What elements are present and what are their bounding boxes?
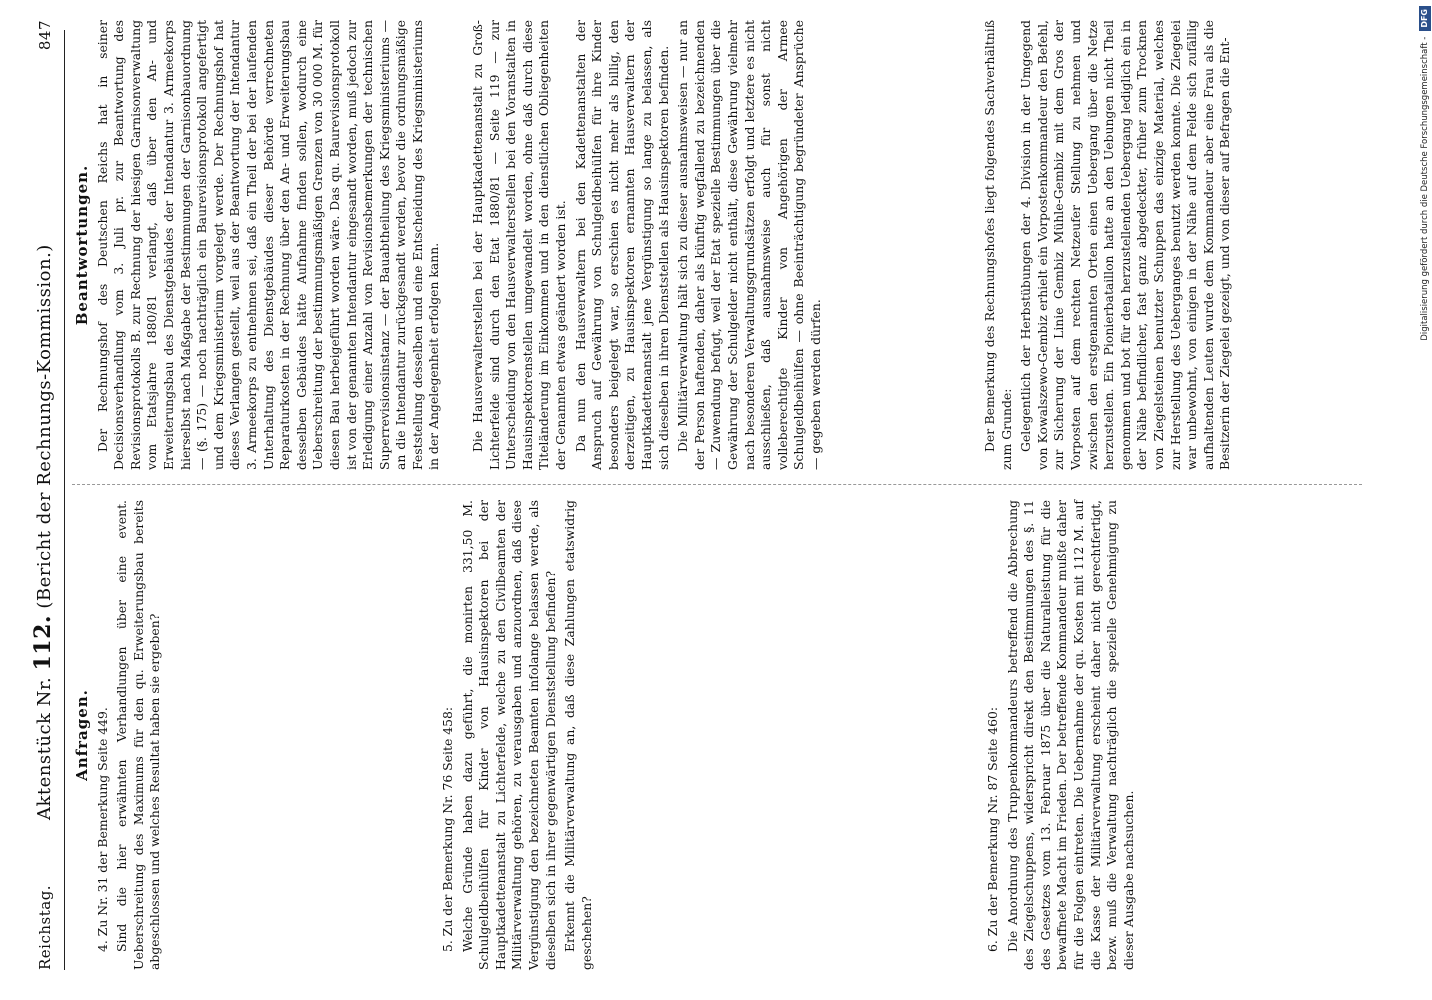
answer-4-text: Der Rechnungshof des Deutschen Reichs hat in seiner Decisionsverhandlung vom 3. Juli pr. zur Beantwortung des Revisionsprotokolls B. zur Rechnung der hiesigen Garnisonverwaltung vom Etatsjahre 1880/81 verlangt, daß über den An- und Erweiterungsbau des Dienstgebäudes der Intendantur 3. Armeekorps hierselbst nach Maßgabe der Bestimmungen der Garnisonbauordnung — (§. 175) — noch nachträglich ein Baurevisionsprotokoll angefertigt und dem Kriegsministerium vorgelegt werde. Der Rechnungshof hat dieses Verlangen gestellt, weil aus der Beantwortung der Intendantur 3. Armeekorps zu entnehmen sei, daß ein Theil der bei der laufenden Unterhaltung des Dienstgebäudes dieser Behörde verrechneten Reparaturkosten in der Rechnung über den An- und Erweiterungsbau desselben Gebäudes hätte Aufnahme finden sollen, wodurch eine Ueberschreitung der bestimmungsmäßigen Grenzen von 30 000 M. für diesen Bau herbeigeführt worden wäre. Das qu. Baurevisionsprotokoll ist von der genannten Intendantur eingesandt worden, muß jedoch zur Erledigung einer Anzahl von Revisionsbemerkungen der technischen Superrevisionsinstanz — der Bauabtheilung des Kriegsministeriums — an die Intendantur zurückgesandt werden, bevor die ordnungsmäßige Feststellung desselben und eine Entscheidung des Kriegsministeriums in der Angelegenheit erfolgen kann. [94,20,442,470]
credit-text: Digitalisierung gefördert durch die Deutsche Forschungsgemeinschaft - [1420,36,1430,341]
answers-heading: Beantwortungen. [73,164,91,326]
question-6-title: 6. Zu der Bemerkung Nr. 87 Seite 460: [985,706,1000,952]
question-5-text: Welche Gründe haben dazu geführt, die monirten 331,50 M. Schulgeldbeihülfen für Kinder von Hausinspektoren bei der Hauptkadettenanstalt zu Lichterfelde, welche zu den Civilbeamten der Militärverwaltung gehören, zu verausgaben und anzuordnen, daß diese Vergünstigung den bezeichneten Beamten infolange belassen werde, als dieselben sich in ihrer gegenwärtigen Dienststellung befinden? [459,500,558,970]
question-5-title: 5. Zu der Bemerkung Nr. 76 Seite 458: [440,706,455,952]
question-6-block [985,500,1140,970]
question-5-text-2: Erkennt die Militärverwaltung an, daß diese Zahlungen etatswidrig geschehen? [562,500,594,970]
answer-5-paragraph-3: Die Militärverwaltung hält sich zu dieser ausnahmsweisen — nur an der Person haftenden, daher als künftig wegfallend zu bezeichnenden — Zuwendung befugt, weil der Etat spezielle Bestimmungen über die Gewährung der Schulgelder nicht enthält, diese Gewährung vielmehr nach besonderen Verwaltungsgrundsätzen erfolgt und letztere es nicht ausschließen, daß ausnahmsweise auch für sonst nicht volleberechtigte Kinder von Angehörigen der Armee Schulgeldbeihülfen — ohne Beeinträchtigung begründeter Ansprüche — gegeben werden dürfen. [675,20,823,470]
page-header [30,20,60,970]
answer-6-text: Gelegentlich der Herbstübungen der 4. Division in der Umgegend von Kowalszewo-Gembiz erhielt ein Vorpostenkommandeur den Befehl, zur Sicherung der Linie Gembiz Mühle-Gembiz mit dem Gros der Vorposten auf dem rechten Netzeufer Stellung zu nehmen und zwischen den erstgenannten Orten einen Uebergang über die Netze herzustellen. Ein Pionierbataillon hatte an den Uebungen nicht Theil genommen und bot für den herzustellenden Uebergang lediglich ein in der Nähe befindlicher, fast ganz abgedeckter, früher zum Trocknen von Ziegelsteinen benutzter Schuppen das einzige Material, welches zur Herstellung des Ueberganges benutzt werden konnte. Die Ziegelei war unbewohnt, von einigen in der Nähe auf dem Felde sich zufällig aufhaltenden Leuten wurde dem Kommandeur aber eine Frau als die Besitzerin der Ziegelei gezeigt, und von dieser auf Befragen die Ent- [1018,20,1233,470]
digitization-credit [1418,0,1432,1000]
header-title [30,244,56,820]
column-divider [72,484,1362,485]
questions-column [74,500,167,970]
page-number: 847 [36,20,54,51]
answer-6-intro: Der Bemerkung des Rechnungshofes liegt folgendes Sachverhältniß zum Grunde: [982,20,1014,470]
answer-5-paragraph-1: Die Hausverwalterstellen bei der Hauptkadettenanstalt zu Groß-Lichterfelde sind durch den Etat 1880/81 — Seite 119 — zur Unterscheidung von den Hausverwalterstellen bei den Voranstalten in Hausinspektorenstellen umgewandelt worden, ohne daß durch diese Titeländerung im Einkommen und in den dienstlichen Obliegenheiten der Genannten etwas geändert worden ist. [470,20,568,470]
questions-heading: Anfragen. [73,689,91,781]
question-4-title: 4. Zu Nr. 31 der Bemerkung Seite 449. [94,707,110,952]
header-document-number: 112. [30,614,56,671]
header-title-suffix: (Bericht der Rechnungs-Kommission.) [34,244,55,609]
answer-5-paragraph-2: Da nun den Hausverwaltern bei den Kadettenanstalten der Anspruch auf Gewährung von Schulgeldbeihülfen für ihre Kinder besonders beigelegt war, so erschien es nicht mehr als billig, den derzeitigen, zu Hausinspektoren ernannten Hausverwaltern der Hauptkadettenanstalt jene Vergünstigung so lange zu belassen, als sich dieselben in ihren Dienststellen als Hausinspektoren befinden. [572,20,671,470]
dfg-logo: DFG [1419,6,1431,31]
header-title-prefix: Aktenstück Nr. [34,676,55,820]
answers-column [74,20,446,470]
question-4-text: Sind die hier erwähnten Verhandlungen über eine event. Ueberschreitung des Maximums für den qu. Erweiterungsbau bereits abgeschlossen und welches Resultat haben sie ergeben? [114,500,163,970]
header-rule [64,30,65,970]
question-6-text: Die Anordnung des Truppenkommandeurs betreffend die Abbrechung des Ziegelschuppens, widerspricht direkt den Bestimmungen des §. 11 des Gesetzes vom 13. Februar 1875 über die Naturalleistung für die bewaffnete Macht im Frieden. Der betreffende Kommandeur mußte daher für die Folgen eintreten. Die Uebernahme der qu. Kosten mit 112 M. auf die Kasse der Militärverwaltung erscheint daher nicht gerechtfertigt, bezw. muß die Verwaltung nachträglich die spezielle Genehmigung zu dieser Ausgabe nachsuchen. [1004,500,1136,970]
answer-6-block [982,20,1237,470]
question-5-block [440,500,598,970]
answer-5-block [470,20,827,470]
header-source: Reichstag. [36,884,54,970]
